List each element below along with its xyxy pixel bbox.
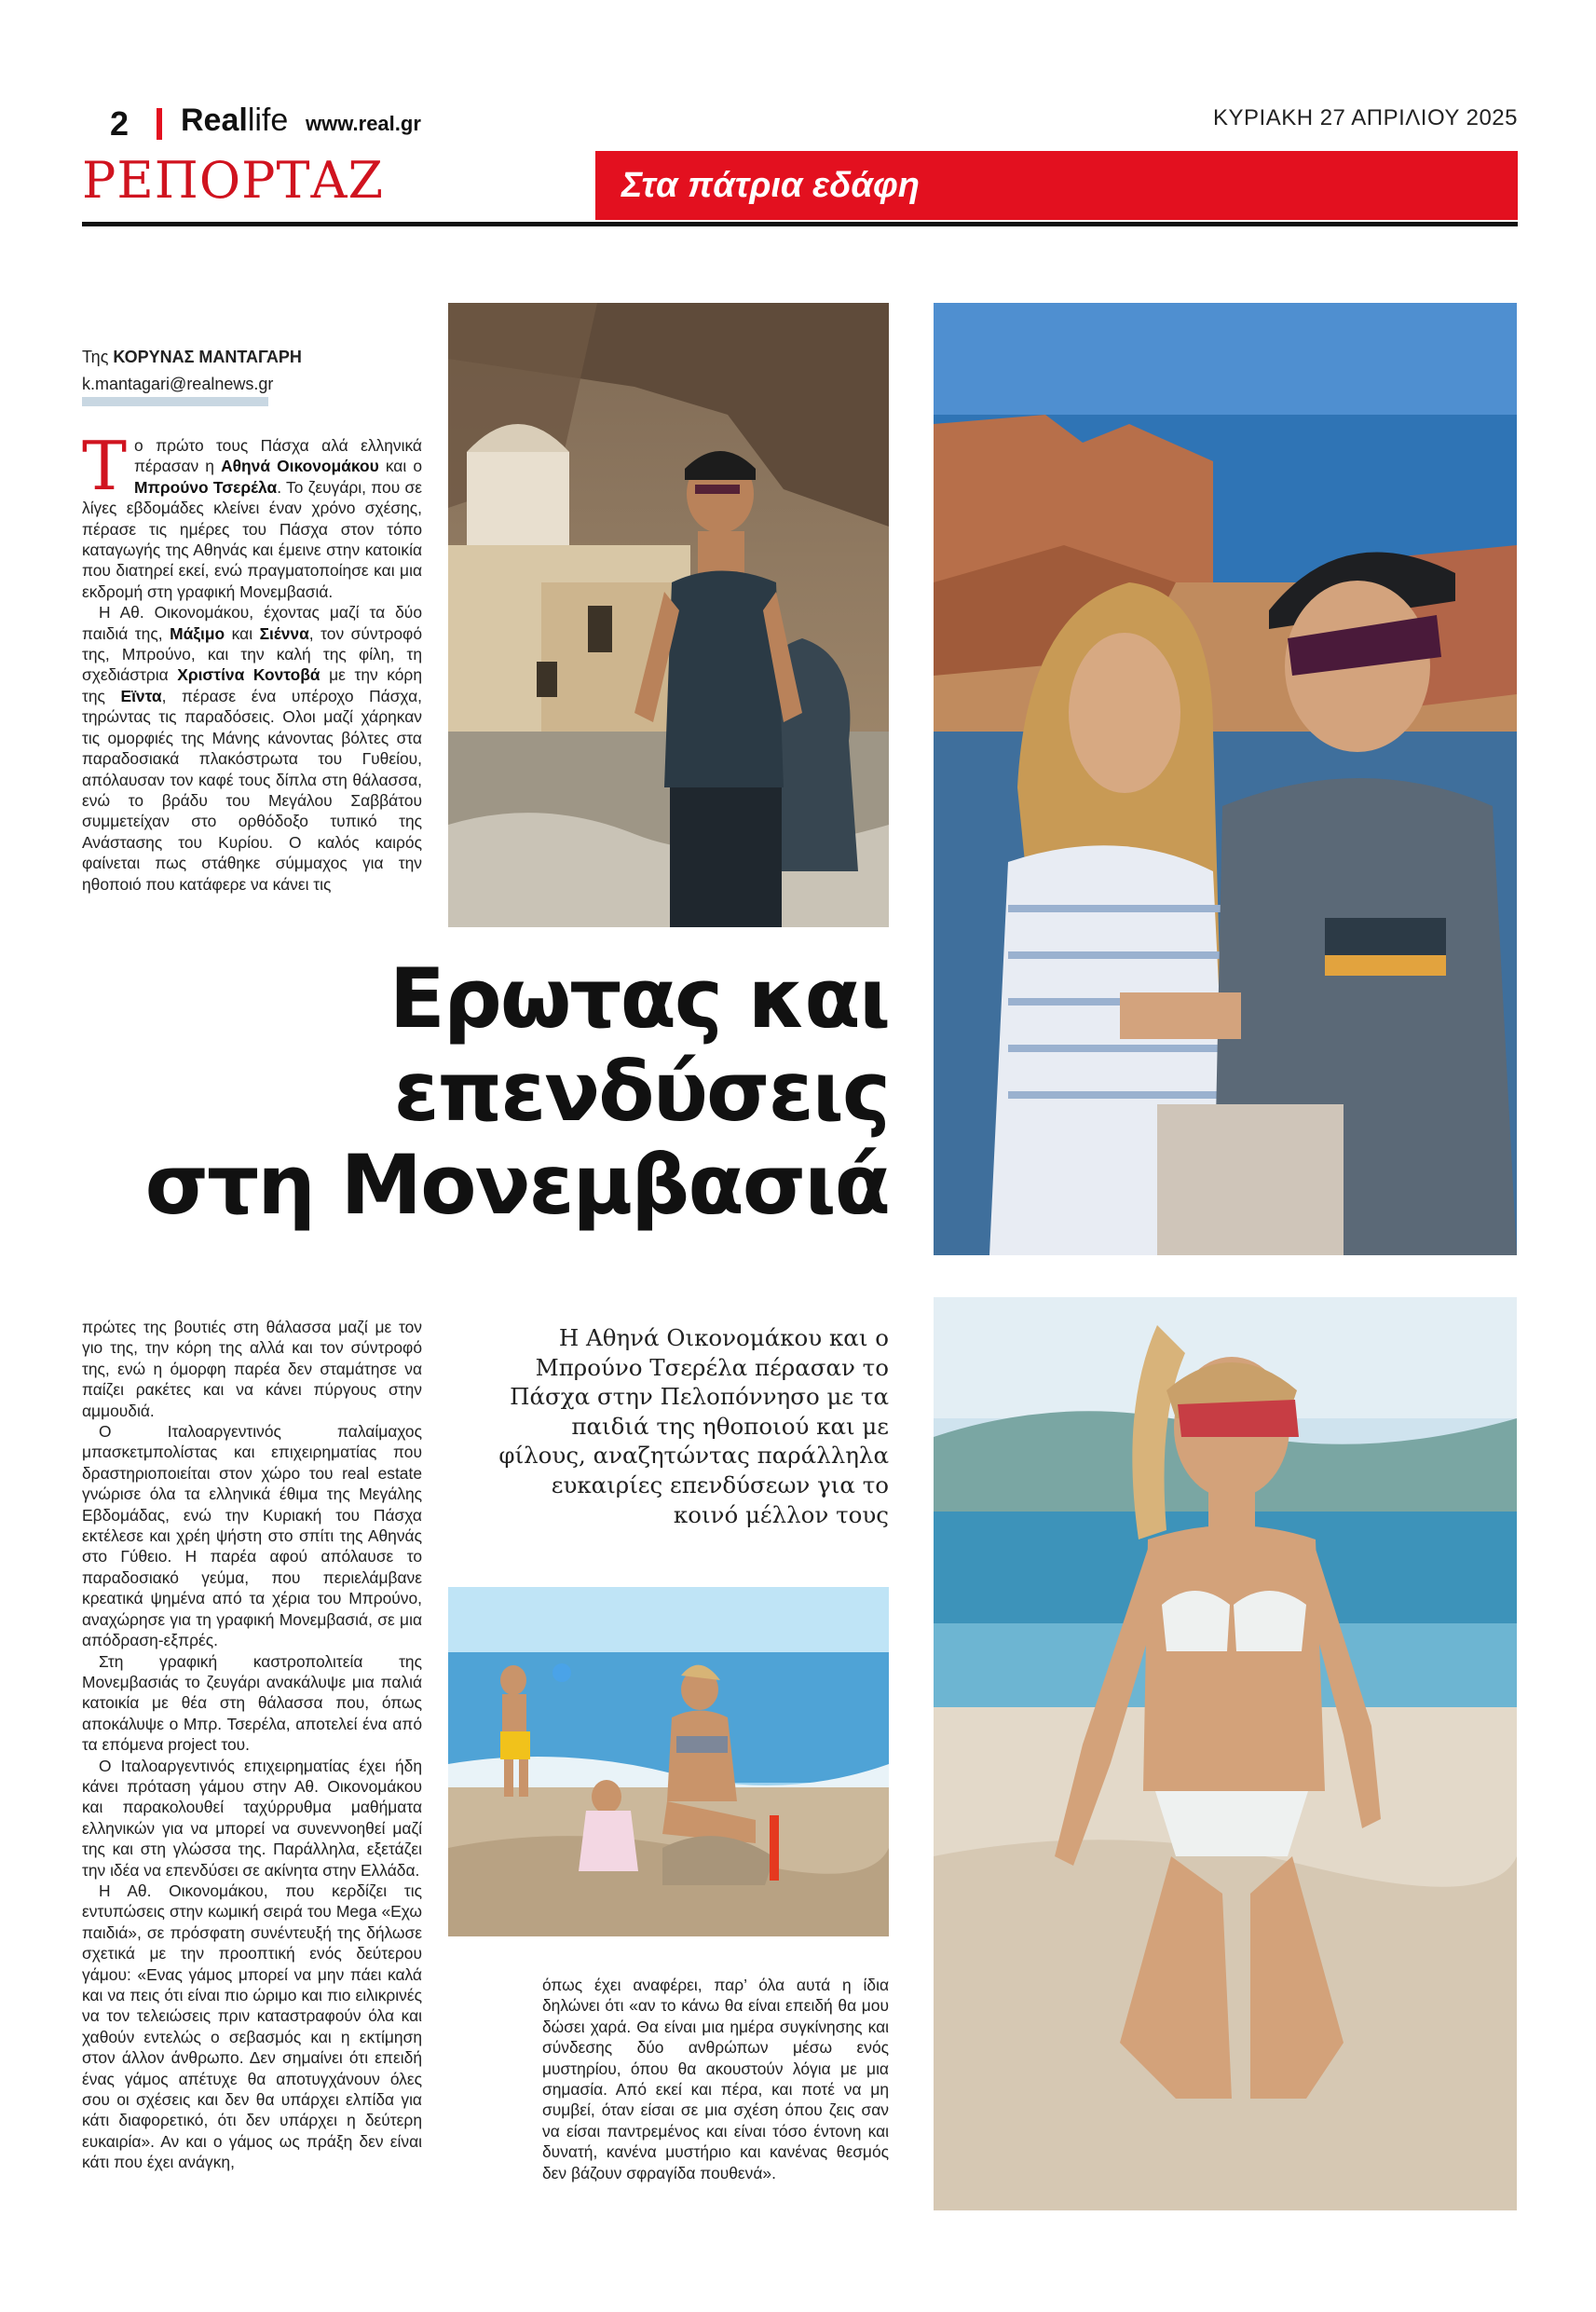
article-paragraph-3: Ο Ιταλοαργεντινός παλαίμαχος μπασκετμπολίστας και επιχειρηματίας που δραστηριοποιείται στον χώρο του real estate γνώρισε όλα τα ελληνικά έθιμα της Μεγάλης Εβδομάδας, ενώ την Κυριακή του Πάσχα εκτέλεσε και χρέη ψήστη στο σπίτι της Αθηνάς στο Γύθειο. Η παρέα αφού απόλαυσε το παραδοσιακό γεύμα, που περιελάμβανε κρεατικά ψημένα από τα χέρια του Μπρούνο, αναχώρησε για τη γραφική Μονεμβασιά, σε μια απόδραση-εξπρές. — [82, 1422, 422, 1650]
article-column-1 — [82, 427, 423, 895]
article-column-3 — [542, 1975, 889, 2183]
byline-prefix: Της — [82, 348, 109, 366]
masthead-divider — [157, 108, 162, 140]
text-run: και ο — [378, 457, 422, 476]
person-name: Χριστίνα Κοντοβά — [177, 665, 321, 685]
text-run: και — [225, 623, 260, 643]
person-name: Εϊντα — [120, 686, 162, 705]
text-run: . Το ζευγάρι, που σε λίγες εβδομάδες κλείνει έναν χρόνο σχέσης, πέρασε τις ημέρες του Πάσχα στον τόπο καταγωγής της Αθηνάς και έμεινε στην κατοικία που διατηρεί εκεί, ενώ πραγματοποίησε και μια εκδρομή στη γραφική Μονεμβασιά. — [82, 477, 423, 601]
article-paragraph-2-continued: πρώτες της βουτιές στη θάλασσα μαζί με τον γιο της, την κόρη της αλλά και τον σύντροφό της, ενώ η όμορφη παρέα δεν σταμάτησε να παίζει ρακέτες και να κάνει πύργους στην αμμουδιά. — [82, 1318, 422, 1420]
lede-standfirst: Η Αθηνά Οικονομάκου και ο Μπρούνο Τσερέλα πέρασαν το Πάσχα στην Πελοπόννησο με τα παιδιά της ηθοποιού και με φίλους, αναζητώντας παράλληλα ευκαιρίες επενδύσεων για το κοινό μέλλον τους — [498, 1324, 889, 1528]
photo-man-monemvasia — [448, 303, 889, 927]
topic-label: Στα πάτρια εδάφη — [621, 166, 920, 205]
photo-couple-selfie — [934, 303, 1517, 1255]
article-paragraph-5: Ο Ιταλοαργεντινός επιχειρηματίας έχει ήδη κάνει πρόταση γάμου στην Αθ. Οικονομάκου και παρακολουθεί ταχύρρυθμα μαθήματα ελληνικών για να μπορεί να συνεννοηθεί μαζί της και στη γλώσσα της. Παράλληλα, εξετάζει την ιδέα να επενδύσει σε ακίνητα στην Ελλάδα. — [82, 1756, 422, 1880]
text-run: ο πρώτο τους Πάσχα αλά ελληνικά πέρασαν η — [134, 436, 422, 476]
person-name: Αθηνά Οικονομάκου — [221, 457, 379, 476]
byline-email[interactable]: k.mantagari@realnews.gr — [82, 375, 274, 393]
article-paragraph-1 — [82, 427, 423, 602]
article-paragraph-4: Στη γραφική καστροπολιτεία της Μονεμβασιάς το ζευγάρι ανακάλυψε μια παλιά κατοικία με θέα στη θάλασσα που, όπως αποκάλυψε ο Μπρ. Τσερέλα, αποτελεί ένα από τα επόμενα project του. — [82, 1651, 422, 1755]
person-name: Μπρούνο Τσερέλα — [134, 477, 278, 497]
header-rule — [82, 222, 1518, 226]
brand-light: life — [247, 103, 289, 138]
byline — [82, 348, 302, 367]
brand-bold: Real — [181, 103, 248, 138]
headline-line-3: στη Μονεμβασιά — [144, 1137, 889, 1233]
drop-cap: Τ — [82, 427, 128, 505]
byline-rule — [82, 397, 268, 406]
text-run: , πέρασε ένα υπέροχο Πάσχα, τηρώντας τις παραδόσεις. Ολοι μαζί χάρηκαν τις ομορφιές της Μάνης κάνοντας βόλτες στα παραδοσιακά πλακόστρωτα του Γυθείου, απόλαυσαν τον καφέ τους δίπλα στη θάλασσα, ενώ το βράδυ του Μεγάλου Σαββάτου συμμετείχαν στο ορθόδοξο τυπικό της Ανάστασης του Κυρίου. Ο καλός καιρός φαίνεται πως στάθηκε σύμμαχος για την ηθοποιό που κατάφερε να κάνει τις — [82, 686, 422, 894]
article-column-2 — [82, 1317, 422, 2173]
article-paragraph-2 — [82, 602, 422, 895]
byline-author: ΚΟΡΥΝΑΣ ΜΑΝΤΑΓΑΡΗ — [113, 348, 302, 366]
section-title: ΡΕΠΟΡΤΑΖ — [82, 151, 384, 210]
page-number: 2 — [110, 104, 130, 143]
article-paragraph-6-continued: όπως έχει αναφέρει, παρ’ όλα αυτά η ίδια δηλώνει ότι «αν το κάνω θα είναι επειδή θα μου δώσει χαρά. Θα είναι μια ημέρα συγκίνησης και σύνδεσης δύο ανθρώπων μέσω ενός μυστηρίου, όπου θα ακουστούν λόγια με μια σημασία. Από εκεί και πέρα, και ποτέ να μη συμβεί, όταν είσαι σε μια σχέση όπου ζεις σαν να είσαι παντρεμένος και είναι τόσο έντονη και δυνατή, κανένα μυστήριο και κανένας θεσμός δεν βάζουν σφραγίδα πουθενά». — [542, 1976, 889, 2182]
article-paragraph-6: Η Αθ. Οικονομάκου, που κερδίζει τις εντυπώσεις στην κωμική σειρά του Mega «Εχω παιδιά», σε πρόσφατη συνέντευξή της δήλωσε σχετικά με την προοπτική ενός δεύτερου γάμου: «Ενας γάμος μπορεί να μην πάει καλά και να πεις ότι είναι πιο ώριμο και πιο ειλικρινές να τον τελειώσεις πριν καταστραφούν όλα και χαθούν εντελώς ο σεβασμός και η εκτίμηση στον άλλον άνθρωπο. Δεν σημαίνει ότι επειδή ένας γάμος απέτυχε θα αποτυγχάνουν όλες σου οι σχέσεις και δεν θα υπάρχει ελπίδα για κάτι διαφορετικό, ότι δεν υπάρχει η δεύτερη ευκαιρία». Αν και ο γάμος ως πράξη δεν είναι κάτι που έχει ανάγκη, — [82, 1881, 422, 2172]
headline-line-2: επενδύσεις — [393, 1044, 889, 1140]
headline — [112, 952, 889, 1232]
person-name: Μάξιμο — [170, 623, 225, 643]
text-run: , τον σύντροφό της, Μπρούνο, και την καλή της φίλη, τη σχεδιάστρια — [82, 623, 422, 685]
photo-bikini-beach — [934, 1297, 1517, 2210]
brand-website: www.real.gr — [306, 112, 421, 135]
person-name: Σιέννα — [259, 623, 309, 643]
text-run: με την κόρη της — [82, 665, 422, 705]
issue-date: ΚΥΡΙΑΚΗ 27 ΑΠΡΙΛΙΟΥ 2025 — [1213, 105, 1518, 130]
photo-beach-family — [448, 1587, 889, 1936]
headline-line-1: Ερωτας και — [389, 951, 889, 1047]
brand-logo — [181, 103, 288, 139]
topic-banner — [595, 151, 1518, 220]
text-run: Η Αθ. Οικονομάκου, έχοντας μαζί τα δύο παιδιά της, — [82, 603, 422, 643]
